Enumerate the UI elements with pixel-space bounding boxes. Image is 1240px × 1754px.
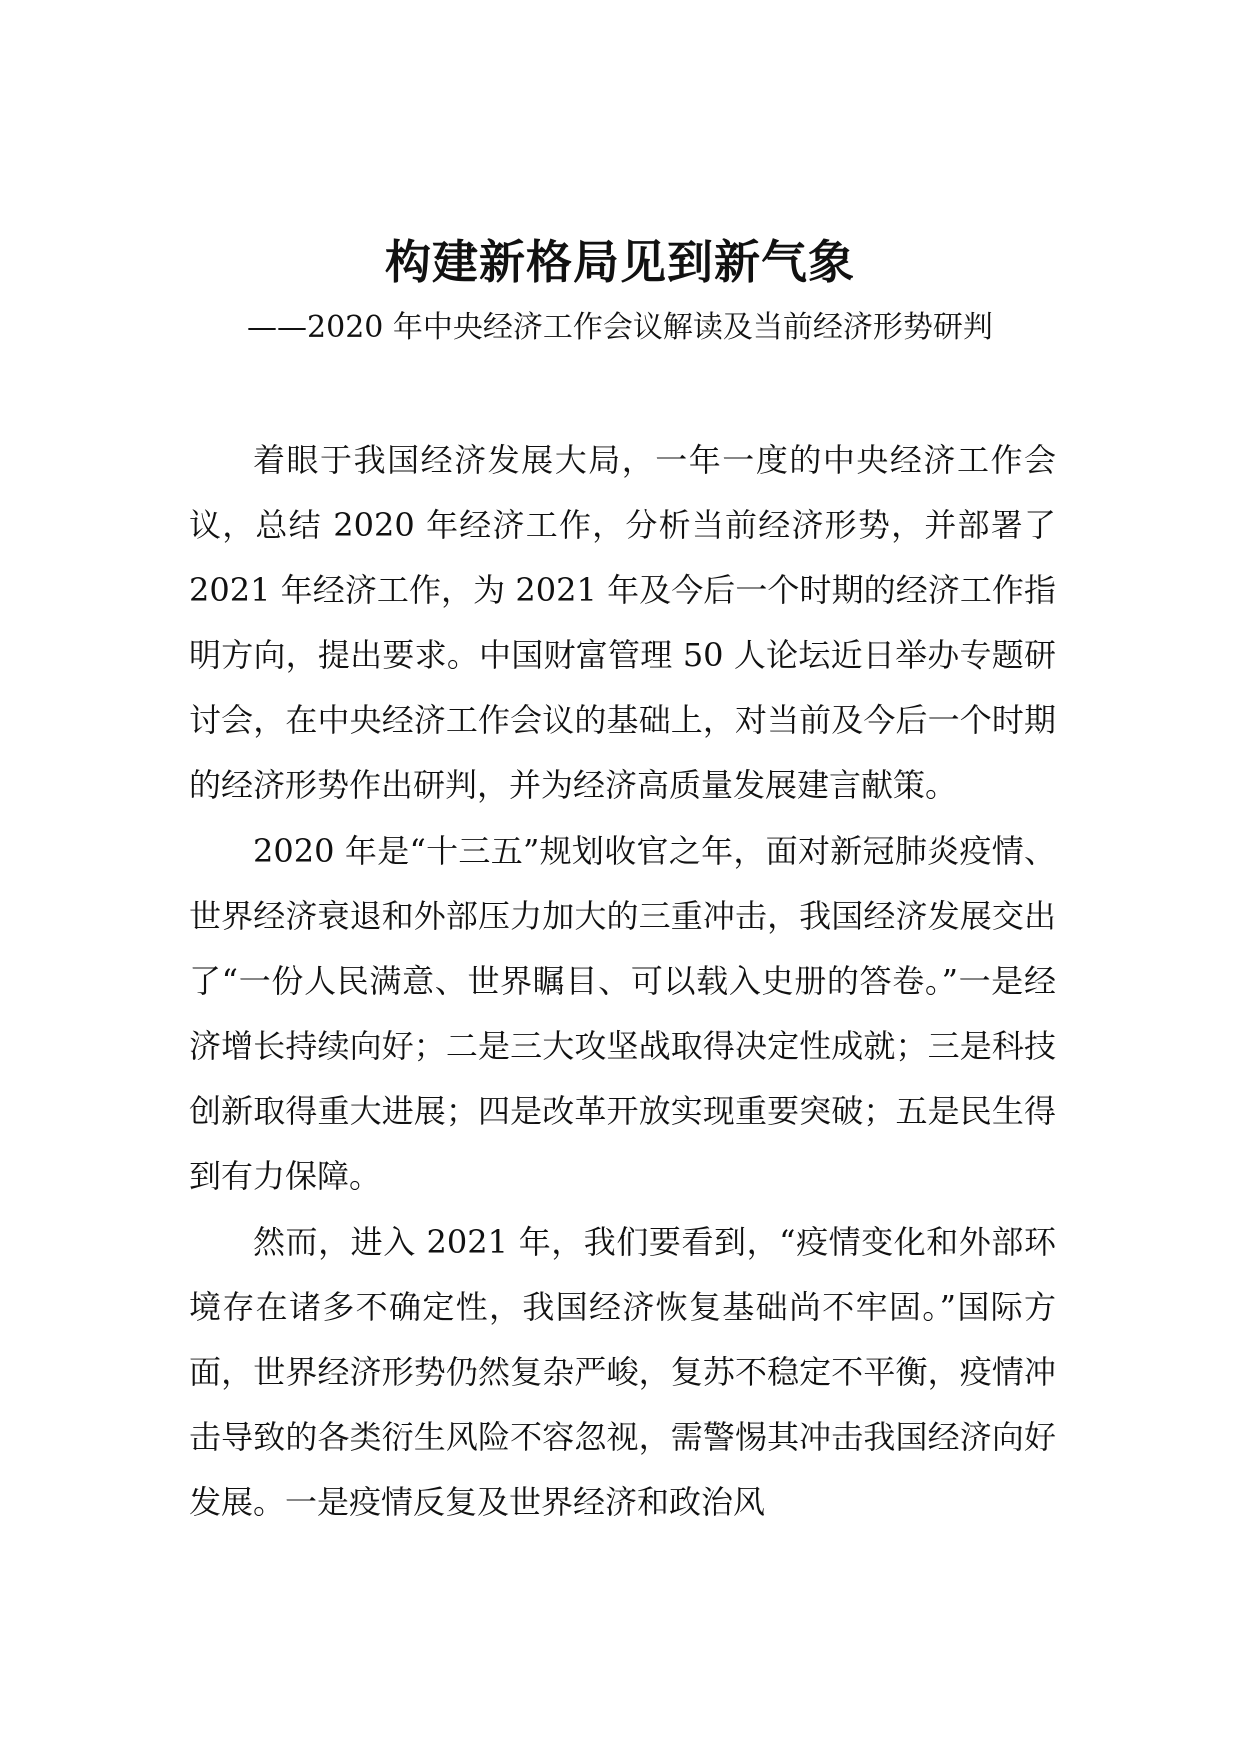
paragraph: 然而，进入 2021 年，我们要看到，“疫情变化和外部环境存在诸多不确定性，我国经济恢复基础尚不牢固。”国际方面，世界经济形势仍然复杂严峻，复苏不稳定不平衡，疫情冲击导致的各类衍生风险不容忽视，需警惕其冲击我国经济向好发展。一是疫情反复及世界经济和政治风 — [189, 1223, 1056, 1521]
paragraph: 2020 年是“十三五”规划收官之年，面对新冠肺炎疫情、世界经济衰退和外部压力加大的三重冲击，我国经济发展交出了“一份人民满意、世界瞩目、可以载入史册的答卷。”一是经济增长持续向好；二是三大攻坚战取得决定性成就；三是科技创新取得重大进展；四是改革开放实现重要突破；五是民生得到有力保障。 — [189, 832, 1056, 1195]
document-body — [189, 428, 1056, 1535]
paragraph: 着眼于我国经济发展大局，一年一度的中央经济工作会议，总结 2020 年经济工作，分析当前经济形势，并部署了 2021 年经济工作，为 2021 年及今后一个时期的经济工作指明方向，提出要求。中国财富管理 50 人论坛近日举办专题研讨会，在中央经济工作会议的基础上，对当前及今后一个时期的经济形势作出研判，并为经济高质量发展建言献策。 — [189, 441, 1056, 804]
document-subtitle: ——2020 年中央经济工作会议解读及当前经济形势研判 — [247, 310, 993, 345]
document-title: 构建新格局见到新气象 — [385, 235, 855, 289]
